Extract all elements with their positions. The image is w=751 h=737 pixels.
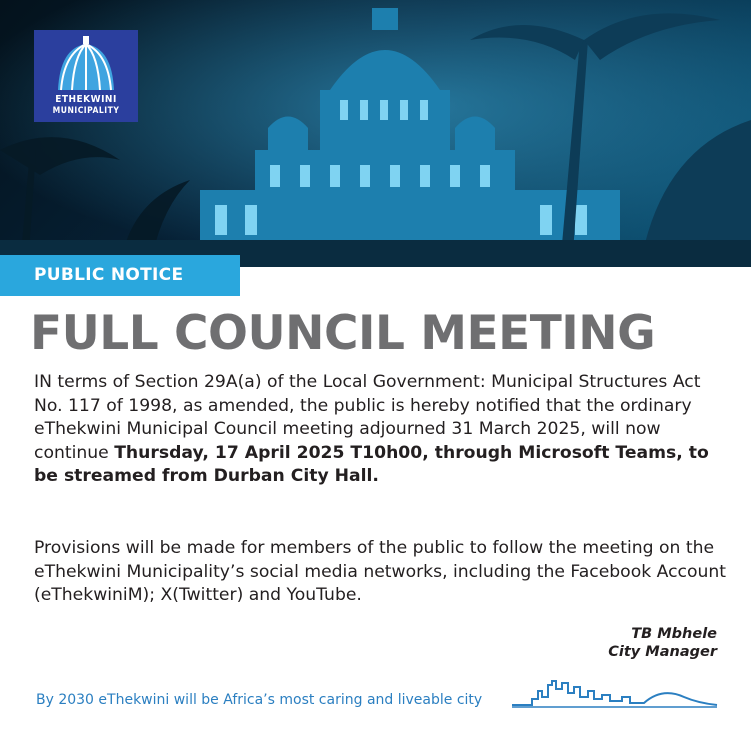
signatory-title: City Manager bbox=[608, 644, 717, 660]
paragraph-1-text: IN terms of Section 29A(a) of the Local Government: Municipal Structures Act No. 117 of 1998, as amended, the public is hereby notified that the ordinary eThekwini Municipal Council meeting adjourned 31 March 2025, will now continue bbox=[34, 372, 701, 463]
ethekwini-logo bbox=[34, 30, 138, 122]
notice-paragraph-1 bbox=[34, 371, 734, 489]
notice-paragraph-2: Provisions will be made for members of the public to follow the meeting on the eThekwini Municipality’s social media networks, including the Facebook Account (eThekwiniM); X(Twitter) and YouTube. bbox=[34, 538, 727, 605]
page-title: FULL COUNCIL MEETING bbox=[30, 306, 656, 361]
meeting-details: Thursday, 17 April 2025 T10h00, through Microsoft Teams, to be streamed from Durban City Hall. bbox=[34, 442, 709, 486]
skyline-icon bbox=[512, 677, 722, 709]
dome-icon bbox=[56, 36, 116, 92]
signatory-name: TB Mbhele bbox=[631, 626, 717, 642]
logo-line2: MUNICIPALITY bbox=[52, 106, 120, 116]
header-photo bbox=[0, 0, 751, 267]
public-notice-label: PUBLIC NOTICE bbox=[34, 265, 184, 285]
footer-tagline: By 2030 eThekwini will be Africa’s most caring and liveable city bbox=[36, 692, 483, 708]
logo-line1: ETHEKWINI bbox=[55, 94, 117, 105]
